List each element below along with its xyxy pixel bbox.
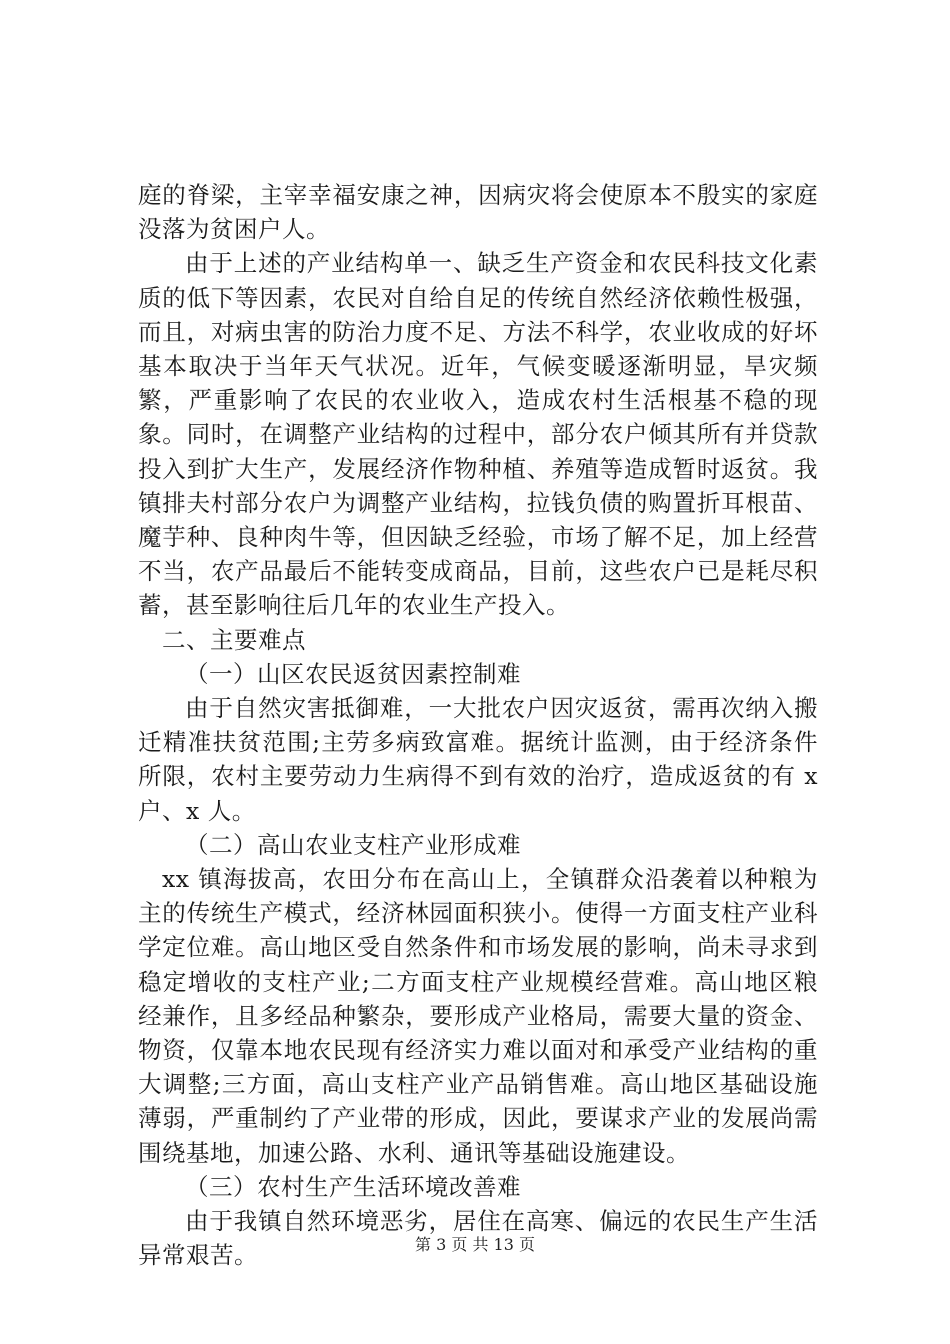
section-heading-main-difficulties: 二、主要难点 (162, 625, 306, 654)
paragraph-3: 由于我镇自然环境恶劣，居住在高寒、偏远的农民生产生活异常艰苦。 (138, 1207, 818, 1270)
paragraph-continuation: 庭的脊梁，主宰幸福安康之神，因病灾将会使原本不殷实的家庭没落为贫困户人。 (138, 181, 818, 244)
paragraph-causes: 由于上述的产业结构单一、缺乏生产资金和农民科技文化素质的低下等因素，农民对自给自足的传统自然经济依赖性极强，而且，对病虫害的防治力度不足、方法不科学，农业收成的好坏基本取决于当年天气状况。近年，气候变暖逐渐明显，旱灾频繁，严重影响了农民的农业收入，造成农村生活根基不稳的现象。同时，在调整产业结构的过程中，部分农户倾其所有并贷款投入到扩大生产，发展经济作物种植、养殖等造成暂时返贫。我镇排夫村部分农户为调整产业结构，拉钱负债的购置折耳根苗、魔芋种、良种肉牛等，但因缺乏经验，市场了解不足，加上经营不当，农产品最后不能转变成商品，目前，这些农户已是耗尽积蓄，甚至影响往后几年的农业生产投入。 (138, 249, 818, 620)
document-body (138, 178, 818, 1273)
paragraph-1: 由于自然灾害抵御难，一大批农户因灾返贫，需再次纳入搬迁精准扶贫范围;主劳多病致富难。据统计监测，由于经济条件所限，农村主要劳动力生病得不到有效的治疗，造成返贫的有 x 户、x 人。 (138, 694, 818, 825)
subheading-3: （三）农村生产生活环境改善难 (185, 1172, 521, 1201)
paragraph-2: xx 镇海拔高，农田分布在高山上，全镇群众沿袭着以种粮为主的传统生产模式，经济林园面积狭小。使得一方面支柱产业科学定位难。高山地区受自然条件和市场发展的影响，尚未寻求到稳定增收的支柱产业;二方面支柱产业规模经营难。高山地区粮经兼作，且多经品种繁杂，要形成产业格局，需要大量的资金、物资，仅靠本地农民现有经济实力难以面对和承受产业结构的重大调整;三方面，高山支柱产业产品销售难。高山地区基础设施薄弱，严重制约了产业带的形成，因此，要谋求产业的发展尚需围绕基地，加速公路、水利、通讯等基础设施建设。 (138, 865, 818, 1167)
subheading-1: （一）山区农民返贫因素控制难 (185, 659, 521, 688)
page-number-footer: 第 3 页 共 13 页 (415, 1235, 535, 1254)
subheading-2: （二）高山农业支柱产业形成难 (185, 830, 521, 859)
